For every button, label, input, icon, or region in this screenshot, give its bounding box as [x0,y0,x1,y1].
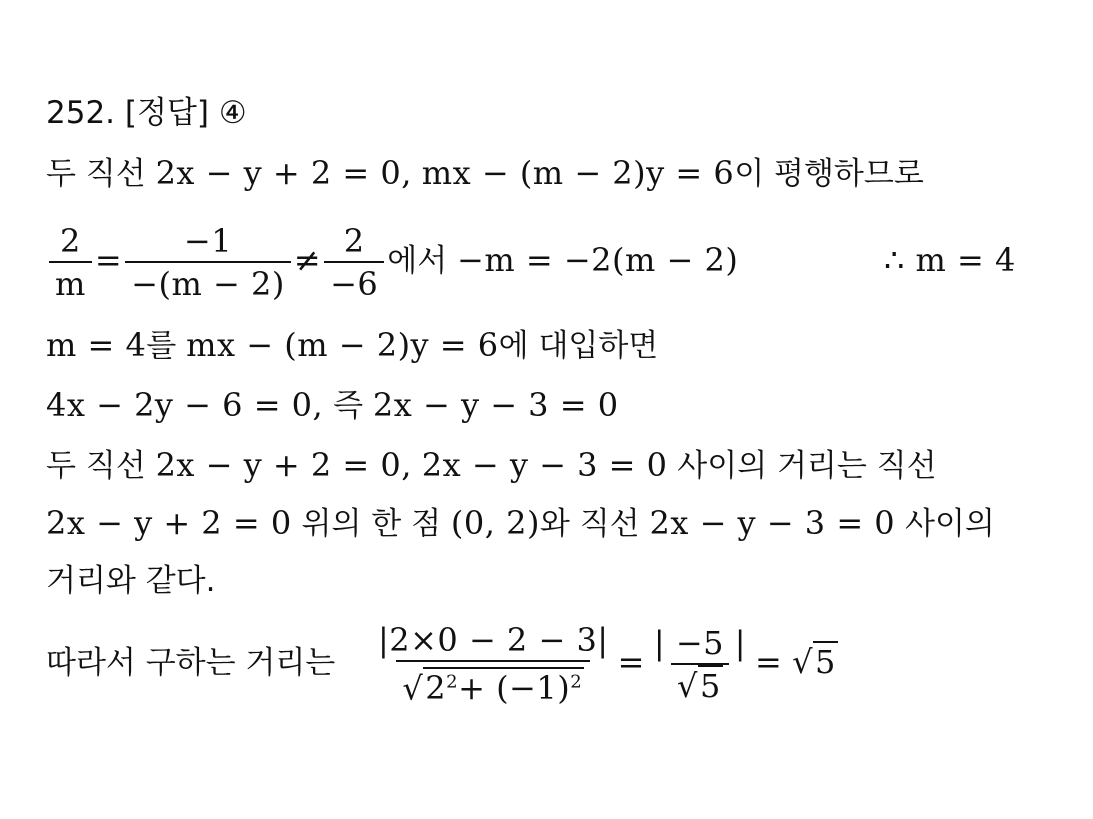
fraction-3 [324,223,384,303]
text-prefix: 따라서 구하는 거리는 [46,645,336,681]
text-prefix: 두 직선 [46,156,146,192]
text: 거리와 같다. [46,563,216,599]
problem-number: 252. [46,95,116,131]
result-equation: −m = −2(m − 2) [457,241,739,279]
text-suffix: 사이의 거리는 직선 [677,448,937,484]
text-suffix: 사이의 [905,506,995,542]
text-mid: 위의 한 점 [301,506,442,542]
distance-fraction [372,622,615,708]
line-substitute [46,325,1073,366]
numerator: | −5 | [653,623,746,662]
mid-term: + (−1) [458,669,571,708]
denominator: −6 [324,261,384,303]
denominator: −(m − 2) [125,261,291,303]
word: 즉 [333,388,364,424]
text-mid: 에서 [387,243,448,279]
sqrt-icon: √ [402,669,424,708]
line-distance-intro [46,445,1073,486]
exponent-2: 2 [570,671,583,693]
sqrt-icon: √ [792,643,814,681]
fraction-1 [49,223,92,303]
answer-label: [정답] [124,95,209,131]
line-parallel [46,153,1073,194]
base: 2 [425,669,447,708]
line-point [46,503,1073,544]
equals-sign: = [94,241,123,279]
equation-2: mx − (m − 2)y = 6 [421,154,735,192]
point: (0, 2) [450,504,540,542]
equation-2: 2x − y − 3 = 0 [421,446,668,484]
denominator [671,663,729,705]
text-suffix: 이 평행하므로 [734,156,924,192]
denominator [396,660,590,708]
text-mid-2: 와 직선 [539,506,640,542]
line-ratio [46,220,1073,303]
particle: 를 [146,328,177,364]
sqrt-icon: √ [677,666,698,705]
equals-sign: = [617,643,645,681]
equation-2: 2x − y − 3 = 0 [649,504,896,542]
final-result [792,641,838,681]
answer-choice: ④ [218,95,247,131]
fraction-2 [125,223,291,303]
numerator: |2×0 − 2 − 3| [377,620,609,659]
equation-2: 2x − y − 3 = 0 [372,386,619,424]
radicand [423,667,584,707]
equation-1: 2x − y + 2 = 0, [155,154,412,192]
radicand: 5 [815,643,836,681]
simplified-fraction [648,625,752,705]
conclusion: ∴ m = 4 [884,241,1016,279]
equation: mx − (m − 2)y = 6 [186,326,499,364]
equation-1: 2x − y + 2 = 0, [155,446,412,484]
text-suffix: 에 대입하면 [498,328,659,364]
numerator: 2 [59,221,81,260]
denominator: m [49,261,92,303]
line-simplified [46,385,1073,426]
equals-sign-2: = [754,643,783,681]
line-final [46,612,1073,713]
radicand: 5 [699,666,721,705]
numerator: 2 [343,221,365,260]
not-equal-sign: ≠ [293,241,322,279]
header [46,93,1073,133]
exponent: 2 [446,671,459,693]
line-same [46,561,1073,601]
condition: m = 4 [46,326,147,364]
text-prefix: 두 직선 [46,448,146,484]
numerator: −1 [183,221,233,260]
equation-1: 4x − 2y − 6 = 0, [46,386,324,424]
equation-1: 2x − y + 2 = 0 [46,504,292,542]
